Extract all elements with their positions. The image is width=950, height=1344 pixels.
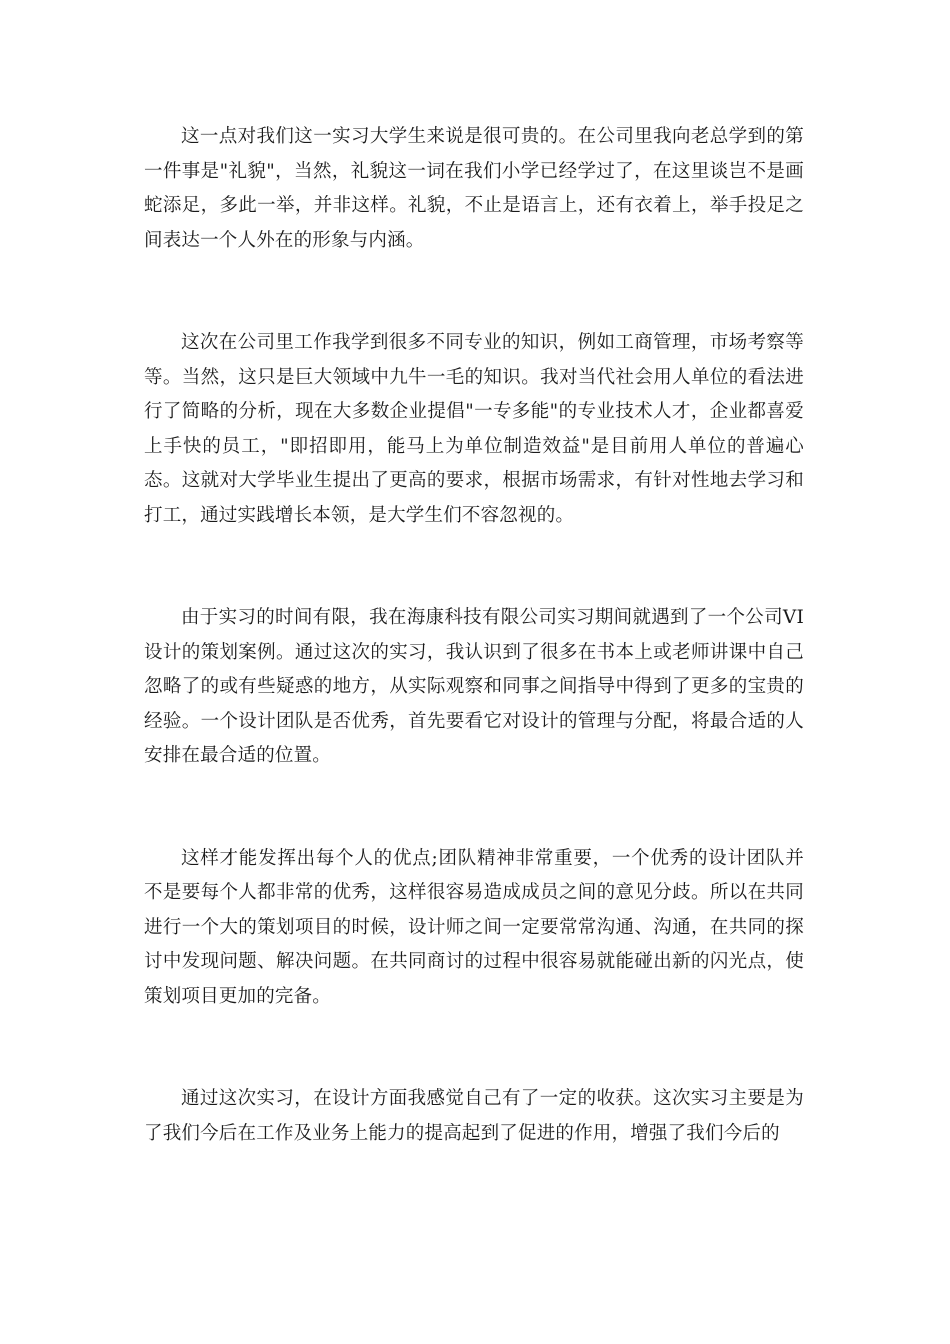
paragraph-2: 这次在公司里工作我学到很多不同专业的知识，例如工商管理，市场考察等等。当然，这只是巨大领域中九牛一毛的知识。我对当代社会用人单位的看法进行了简略的分析，现在大多数企业提倡"一专多能"的专业技术人才，企业都喜爱上手快的员工，"即招即用，能马上为单位制造效益"是目前用人单位的普遍心态。这就对大学毕业生提出了更高的要求，根据市场需求，有针对性地去学习和打工，通过实践增长本领，是大学生们不容忽视的。 [144, 332, 804, 526]
paragraph-4: 这样才能发挥出每个人的优点;团队精神非常重要，一个优秀的设计团队并不是要每个人都非常的优秀，这样很容易造成成员之间的意见分歧。所以在共同进行一个大的策划项目的时候，设计师之间一定要常常沟通、沟通，在共同的探讨中发现问题、解决问题。在共同商讨的过程中很容易就能碰出新的闪光点，使策划项目更加的完备。 [144, 847, 804, 1007]
paragraph-1: 这一点对我们这一实习大学生来说是很可贵的。在公司里我向老总学到的第一件事是"礼貌"，当然，礼貌这一词在我们小学已经学过了，在这里谈岂不是画蛇添足，多此一举，并非这样。礼貌，不止是语言上，还有衣着上，举手投足之间表达一个人外在的形象与内涵。 [144, 126, 804, 251]
paragraph-5: 通过这次实习，在设计方面我感觉自己有了一定的收获。这次实习主要是为了我们今后在工作及业务上能力的提高起到了促进的作用，增强了我们今后的 [144, 1088, 804, 1144]
document-body [144, 120, 804, 1151]
paragraph-3: 由于实习的时间有限，我在海康科技有限公司实习期间就遇到了一个公司VI设计的策划案例。通过这次的实习，我认识到了很多在书本上或老师讲课中自己忽略了的或有些疑惑的地方，从实际观察和同事之间指导中得到了更多的宝贵的经验。一个设计团队是否优秀，首先要看它对设计的管理与分配，将最合适的人安排在最合适的位置。 [144, 607, 804, 766]
